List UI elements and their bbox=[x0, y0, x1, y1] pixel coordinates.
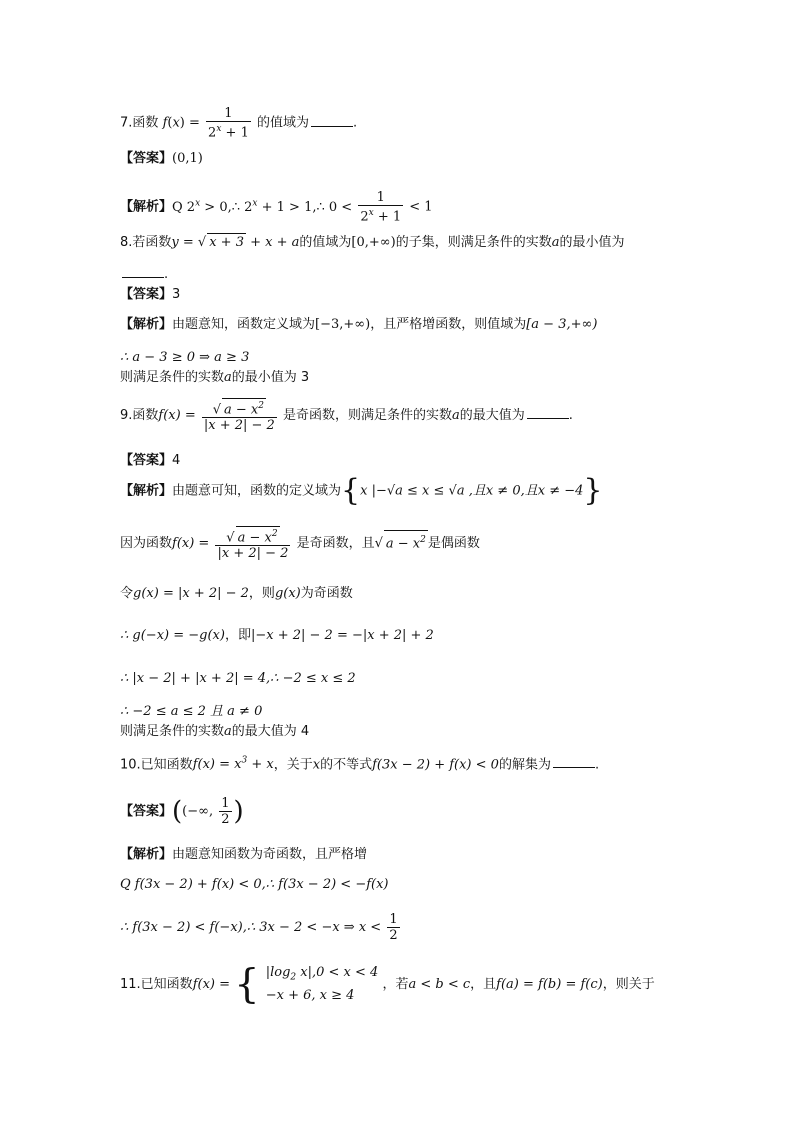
solution-7: 【解析】Q $2^x$ > 0,∴ $2^x + 1$ > 1,∴ 0 < $\frac{1}{2^x + 1}$ < 1 bbox=[120, 190, 433, 225]
question-9: 9.函数f(x) = $\frac{√ a - x^2}{|x + 2| - 2}$ 是奇函数，则满足条件的实数a的最大值为 . bbox=[120, 398, 573, 433]
question-8-blank: . bbox=[120, 266, 168, 284]
fraction: $\frac{1}{2}$ bbox=[389, 912, 398, 943]
answer-7: 【答案】(0,1) bbox=[120, 151, 203, 166]
solution-9-step5: ∴ −2 ≤ a ≤ 2 且 a ≠ 0 bbox=[120, 704, 263, 719]
answer-blank bbox=[311, 126, 353, 127]
fraction: $\frac{1}{2^x + 1}$ bbox=[360, 190, 402, 225]
solution-9-conclusion: 则满足条件的实数a的最大值为 4 bbox=[120, 724, 310, 739]
fraction: $\frac{1}{2}$ bbox=[221, 796, 230, 827]
piecewise: $|\log_2$ x|,0 < x < 4 −x + 6, x ≥ 4 bbox=[265, 965, 379, 1003]
solution-9-step4: ∴ |x − 2| + |x + 2| = 4,∴ −2 ≤ x ≤ 2 bbox=[120, 671, 356, 686]
answer-9: 【答案】4 bbox=[120, 453, 181, 468]
fraction: $\frac{1}{2^x + 1}$ bbox=[208, 106, 249, 141]
question-10: 10.已知函数$f(x) = x^3 + x$，关于x的不等式f(3x − 2) + f(x) < 0的解集为 . bbox=[120, 756, 600, 773]
answer-blank bbox=[527, 418, 569, 419]
question-7: 7.函数 f(x) = $\frac{1}{2^x + 1}$ 的值域为 . bbox=[120, 106, 358, 141]
solution-9-step2: 令g(x) = |x + 2| − 2，则g(x)为奇函数 bbox=[120, 586, 353, 601]
solution-9-step1: 因为函数f(x) = $\frac{√ a - x^2}{|x + 2| - 2}$ 是奇函数，且√ $a - x^2$ 是偶函数 bbox=[120, 526, 480, 561]
solution-10-step2: ∴ f(3x − 2) < f(−x),∴ 3x − 2 < −x ⇒ x < $\frac{1}{2}$ bbox=[120, 912, 398, 943]
solution-10-step1: Q f(3x − 2) + f(x) < 0,∴ f(3x − 2) < −f(x) bbox=[120, 877, 389, 892]
question-11: 11.已知函数f(x) = { $|\log_2$ x|,0 < x < 4 −x + 6, x ≥ 4 ，若a < b < c，且f(a) = f(b) = f(c)，则关于 bbox=[120, 961, 655, 1008]
fraction: $\frac{√ a - x^2}{|x + 2| - 2}$ bbox=[215, 526, 290, 561]
answer-10: 【答案】((−∞, $\frac{1}{2}$ ) bbox=[120, 796, 244, 827]
solution-8-conclusion: 则满足条件的实数a的最小值为 3 bbox=[120, 370, 310, 385]
fraction: $\frac{√ a - x^2}{|x + 2| - 2}$ bbox=[202, 398, 277, 433]
question-8: 8.若函数y = √ x + 3 + x + a的值域为[0,+∞)的子集，则满足条件的实数a的最小值为 bbox=[120, 235, 625, 250]
answer-blank bbox=[553, 767, 595, 768]
solution-9: 【解析】由题意可知，函数的定义域为{x |−√a ≤ x ≤ √a ,且x ≠ 0,且x ≠ −4} bbox=[120, 473, 603, 508]
solution-8-step: ∴ a − 3 ≥ 0 ⇒ a ≥ 3 bbox=[120, 350, 250, 365]
answer-blank bbox=[122, 277, 164, 278]
sqrt: x + 3 bbox=[209, 235, 244, 250]
answer-8: 【答案】3 bbox=[120, 287, 181, 302]
solution-9-step3: ∴ g(−x) = −g(x)，即|−x + 2| − 2 = −|x + 2| + 2 bbox=[120, 628, 434, 643]
solution-8: 【解析】由题意知，函数定义域为[−3,+∞)，且严格增函数，则值域为[a − 3,+∞) bbox=[120, 317, 598, 332]
solution-10: 【解析】由题意知函数为奇函数，且严格增 bbox=[120, 847, 368, 862]
